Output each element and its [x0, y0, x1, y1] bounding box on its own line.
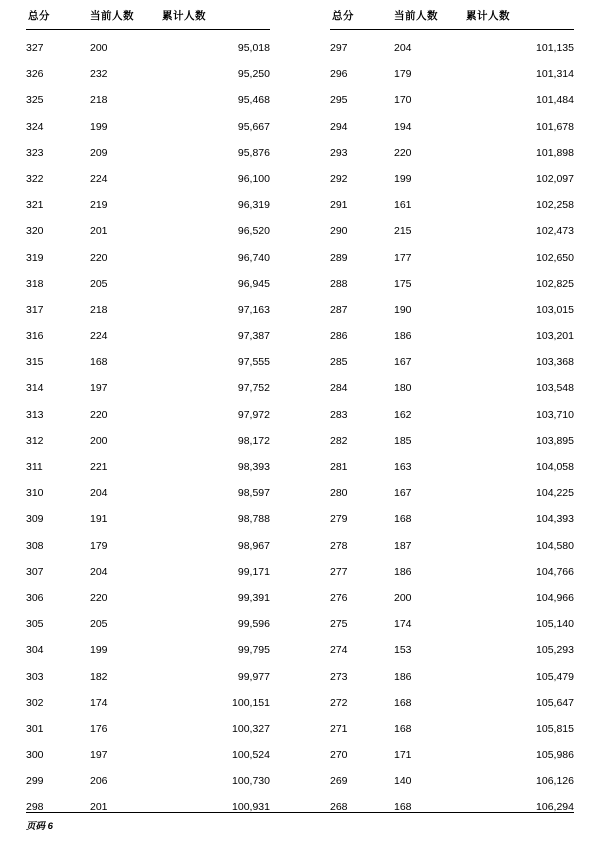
cell-current-count: 186	[394, 565, 412, 578]
table-row	[330, 559, 574, 585]
table-row	[26, 271, 270, 297]
cell-cumulative-count: 97,387	[237, 330, 270, 343]
cell-current-count: 221	[90, 461, 108, 473]
cell-score: 279	[330, 513, 348, 526]
table-row	[26, 349, 270, 375]
column-header-current-count: 当前人数	[90, 8, 162, 30]
table-row	[26, 323, 270, 349]
table-row	[330, 585, 574, 611]
cell-score: 322	[26, 172, 44, 185]
cell-cumulative-count: 101,678	[536, 120, 574, 133]
table-row	[330, 742, 574, 768]
cell-cumulative-count: 101,135	[536, 42, 574, 54]
cell-current-count: 204	[90, 487, 108, 500]
cell-current-count: 168	[394, 801, 412, 814]
cell-cumulative-count: 96,100	[237, 172, 270, 185]
cell-score: 307	[26, 565, 44, 578]
cell-current-count: 200	[90, 434, 108, 447]
table-row	[330, 113, 574, 139]
cell-score: 293	[330, 146, 348, 159]
table-row	[26, 480, 270, 506]
cell-current-count: 220	[394, 146, 412, 159]
table-row	[330, 454, 574, 480]
cell-current-count: 180	[394, 382, 412, 395]
cell-score: 273	[330, 670, 348, 683]
table-row	[26, 402, 270, 428]
table-row	[26, 742, 270, 768]
cell-cumulative-count: 98,172	[237, 434, 270, 447]
cell-current-count: 200	[90, 42, 108, 54]
cell-cumulative-count: 95,876	[237, 146, 270, 159]
cell-cumulative-count: 103,368	[536, 356, 574, 369]
cell-current-count: 220	[90, 251, 108, 264]
cell-score: 289	[330, 251, 348, 264]
cell-score: 310	[26, 487, 44, 500]
table-body-left	[26, 30, 270, 821]
cell-cumulative-count: 105,647	[536, 696, 574, 709]
cell-current-count: 204	[90, 565, 108, 578]
cell-score: 323	[26, 146, 44, 159]
table-row	[330, 375, 574, 401]
cell-current-count: 220	[90, 591, 108, 604]
table-row	[26, 218, 270, 244]
cell-score: 317	[26, 303, 44, 316]
cell-current-count: 199	[90, 120, 108, 133]
cell-current-count: 186	[394, 670, 412, 683]
cell-score: 268	[330, 801, 348, 814]
cell-score: 296	[330, 68, 348, 81]
cell-cumulative-count: 100,524	[232, 749, 270, 762]
table-header-left	[26, 8, 270, 30]
cell-current-count: 199	[394, 172, 412, 185]
cell-cumulative-count: 99,171	[237, 565, 270, 578]
cell-score: 313	[26, 408, 44, 421]
cell-cumulative-count: 99,391	[237, 591, 270, 604]
table-row	[26, 166, 270, 192]
cell-current-count: 170	[394, 94, 412, 107]
cell-cumulative-count: 98,788	[237, 513, 270, 526]
cell-cumulative-count: 99,977	[237, 670, 270, 683]
table-row	[330, 480, 574, 506]
cell-current-count: 185	[394, 434, 412, 447]
cell-current-count: 219	[90, 199, 108, 212]
cell-cumulative-count: 98,597	[237, 487, 270, 500]
table-row	[26, 663, 270, 689]
column-header-cumulative-count: 累计人数	[162, 8, 270, 30]
cell-score: 288	[330, 277, 348, 290]
cell-score: 275	[330, 618, 348, 631]
score-table-left	[26, 8, 270, 821]
cell-cumulative-count: 105,293	[536, 644, 574, 657]
cell-current-count: 171	[394, 749, 412, 762]
table-row	[26, 637, 270, 663]
cell-cumulative-count: 99,596	[237, 618, 270, 631]
cell-cumulative-count: 103,710	[536, 408, 574, 421]
cell-score: 303	[26, 670, 44, 683]
table-row	[26, 140, 270, 166]
cell-score: 270	[330, 749, 348, 762]
cell-score: 292	[330, 172, 348, 185]
table-body-right	[330, 30, 574, 821]
cell-current-count: 168	[394, 696, 412, 709]
cell-current-count: 167	[394, 487, 412, 500]
cell-score: 302	[26, 696, 44, 709]
cell-current-count: 201	[90, 801, 108, 814]
cell-current-count: 215	[394, 225, 412, 238]
table-row	[26, 192, 270, 218]
cell-score: 280	[330, 487, 348, 500]
table-row	[26, 532, 270, 558]
table-row	[330, 297, 574, 323]
score-tables-container	[26, 8, 574, 821]
cell-cumulative-count: 95,667	[237, 120, 270, 133]
cell-score: 278	[330, 539, 348, 552]
table-row	[330, 532, 574, 558]
cell-current-count: 205	[90, 618, 108, 631]
cell-current-count: 220	[90, 408, 108, 421]
cell-cumulative-count: 101,314	[536, 68, 574, 81]
cell-current-count: 232	[90, 68, 108, 81]
table-row	[330, 428, 574, 454]
cell-score: 311	[26, 461, 43, 473]
cell-cumulative-count: 99,795	[237, 644, 270, 657]
cell-score: 276	[330, 591, 348, 604]
cell-current-count: 190	[394, 303, 412, 316]
cell-score: 318	[26, 277, 44, 290]
cell-current-count: 201	[90, 225, 108, 238]
table-row	[26, 375, 270, 401]
cell-current-count: 224	[90, 172, 108, 185]
table-row	[26, 611, 270, 637]
cell-cumulative-count: 103,015	[536, 303, 574, 316]
cell-cumulative-count: 97,555	[237, 356, 270, 369]
cell-cumulative-count: 97,163	[237, 303, 270, 316]
cell-cumulative-count: 95,018	[237, 42, 270, 54]
cell-cumulative-count: 96,740	[237, 251, 270, 264]
cell-cumulative-count: 104,966	[536, 591, 574, 604]
cell-score: 281	[330, 461, 348, 473]
cell-current-count: 174	[90, 696, 108, 709]
table-row	[330, 30, 574, 62]
cell-cumulative-count: 97,972	[237, 408, 270, 421]
cell-score: 299	[26, 775, 44, 788]
table-row	[330, 349, 574, 375]
cell-cumulative-count: 104,393	[536, 513, 574, 526]
cell-score: 316	[26, 330, 44, 343]
cell-score: 314	[26, 382, 44, 395]
table-row	[26, 690, 270, 716]
cell-score: 326	[26, 68, 44, 81]
table-row	[26, 768, 270, 794]
cell-score: 309	[26, 513, 44, 526]
cell-score: 295	[330, 94, 348, 107]
cell-score: 297	[330, 42, 348, 54]
table-row	[330, 690, 574, 716]
table-row	[26, 61, 270, 87]
cell-cumulative-count: 105,815	[536, 722, 574, 735]
cell-cumulative-count: 100,151	[232, 696, 270, 709]
cell-current-count: 191	[90, 513, 108, 526]
cell-score: 277	[330, 565, 348, 578]
table-row	[330, 637, 574, 663]
table-row	[330, 166, 574, 192]
table-row	[330, 87, 574, 113]
cell-cumulative-count: 105,140	[536, 618, 574, 631]
cell-cumulative-count: 96,520	[237, 225, 270, 238]
cell-current-count: 176	[90, 722, 108, 735]
cell-current-count: 218	[90, 94, 108, 107]
cell-score: 320	[26, 225, 44, 238]
cell-current-count: 224	[90, 330, 108, 343]
cell-cumulative-count: 103,548	[536, 382, 574, 395]
cell-cumulative-count: 106,294	[536, 801, 574, 814]
table-row	[330, 140, 574, 166]
cell-score: 274	[330, 644, 348, 657]
cell-cumulative-count: 104,225	[536, 487, 574, 500]
footer-divider	[26, 812, 574, 813]
cell-cumulative-count: 103,201	[536, 330, 574, 343]
cell-score: 304	[26, 644, 44, 657]
cell-current-count: 177	[394, 251, 412, 264]
cell-score: 327	[26, 42, 44, 54]
cell-cumulative-count: 104,766	[536, 565, 574, 578]
cell-score: 308	[26, 539, 44, 552]
cell-current-count: 175	[394, 277, 412, 290]
column-header-current-count: 当前人数	[394, 8, 466, 30]
cell-cumulative-count: 98,393	[237, 461, 270, 473]
cell-current-count: 153	[394, 644, 412, 657]
cell-cumulative-count: 101,484	[536, 94, 574, 107]
cell-score: 291	[330, 199, 348, 212]
cell-score: 285	[330, 356, 348, 369]
cell-current-count: 200	[394, 591, 412, 604]
cell-score: 306	[26, 591, 44, 604]
cell-score: 282	[330, 434, 348, 447]
cell-score: 271	[330, 722, 348, 735]
table-row	[330, 271, 574, 297]
cell-score: 301	[26, 722, 44, 735]
cell-cumulative-count: 102,825	[536, 277, 574, 290]
cell-score: 319	[26, 251, 44, 264]
table-row	[26, 244, 270, 270]
cell-cumulative-count: 106,126	[536, 775, 574, 788]
cell-current-count: 205	[90, 277, 108, 290]
page-number-label: 页码 6	[26, 821, 53, 832]
table-row	[26, 716, 270, 742]
table-row	[330, 506, 574, 532]
cell-cumulative-count: 104,580	[536, 539, 574, 552]
header-row	[330, 8, 574, 30]
score-table-right	[330, 8, 574, 821]
cell-current-count: 194	[394, 120, 412, 133]
cell-current-count: 168	[394, 513, 412, 526]
cell-cumulative-count: 96,319	[237, 199, 270, 212]
table-row	[26, 585, 270, 611]
table-row	[330, 402, 574, 428]
table-row	[26, 30, 270, 62]
cell-score: 321	[26, 199, 44, 212]
table-row	[330, 611, 574, 637]
cell-current-count: 163	[394, 461, 412, 473]
table-row	[330, 61, 574, 87]
cell-current-count: 161	[394, 199, 412, 212]
cell-current-count: 186	[394, 330, 412, 343]
cell-score: 283	[330, 408, 348, 421]
column-header-score: 总分	[26, 8, 90, 30]
cell-cumulative-count: 96,945	[237, 277, 270, 290]
cell-cumulative-count: 98,967	[237, 539, 270, 552]
table-header-right	[330, 8, 574, 30]
table-row	[26, 87, 270, 113]
cell-score: 315	[26, 356, 44, 369]
cell-current-count: 179	[394, 68, 412, 81]
table-row	[330, 323, 574, 349]
cell-score: 269	[330, 775, 348, 788]
table-row	[26, 297, 270, 323]
cell-cumulative-count: 104,058	[536, 461, 574, 473]
cell-current-count: 182	[90, 670, 108, 683]
cell-current-count: 167	[394, 356, 412, 369]
table-row	[330, 244, 574, 270]
cell-cumulative-count: 95,468	[237, 94, 270, 107]
cell-cumulative-count: 101,898	[536, 146, 574, 159]
table-row	[26, 559, 270, 585]
header-row	[26, 8, 270, 30]
table-row	[330, 192, 574, 218]
table-row	[26, 454, 270, 480]
cell-current-count: 204	[394, 42, 412, 54]
cell-current-count: 218	[90, 303, 108, 316]
cell-current-count: 162	[394, 408, 412, 421]
cell-score: 324	[26, 120, 44, 133]
cell-current-count: 197	[90, 382, 108, 395]
cell-current-count: 140	[394, 775, 412, 788]
table-row	[26, 506, 270, 532]
table-row	[330, 218, 574, 244]
cell-score: 305	[26, 618, 44, 631]
cell-current-count: 197	[90, 749, 108, 762]
table-row	[330, 768, 574, 794]
cell-score: 287	[330, 303, 348, 316]
cell-score: 272	[330, 696, 348, 709]
cell-current-count: 168	[90, 356, 108, 369]
cell-current-count: 206	[90, 775, 108, 788]
cell-current-count: 168	[394, 722, 412, 735]
cell-cumulative-count: 105,479	[536, 670, 574, 683]
cell-current-count: 179	[90, 539, 108, 552]
cell-cumulative-count: 97,752	[237, 382, 270, 395]
cell-current-count: 209	[90, 146, 108, 159]
cell-score: 294	[330, 120, 348, 133]
cell-score: 312	[26, 434, 44, 447]
page-footer	[26, 812, 574, 832]
cell-current-count: 199	[90, 644, 108, 657]
cell-score: 325	[26, 94, 44, 107]
cell-score: 300	[26, 749, 44, 762]
cell-cumulative-count: 102,473	[536, 225, 574, 238]
cell-score: 290	[330, 225, 348, 238]
cell-score: 286	[330, 330, 348, 343]
cell-cumulative-count: 105,986	[536, 749, 574, 762]
column-header-cumulative-count: 累计人数	[466, 8, 574, 30]
cell-cumulative-count: 100,327	[232, 722, 270, 735]
cell-cumulative-count: 102,097	[536, 172, 574, 185]
table-row	[330, 663, 574, 689]
cell-score: 298	[26, 801, 44, 814]
table-row	[26, 428, 270, 454]
cell-cumulative-count: 102,258	[536, 199, 574, 212]
cell-current-count: 187	[394, 539, 412, 552]
cell-cumulative-count: 103,895	[536, 434, 574, 447]
cell-cumulative-count: 102,650	[536, 251, 574, 264]
column-header-score: 总分	[330, 8, 394, 30]
cell-cumulative-count: 100,931	[232, 801, 270, 814]
cell-score: 284	[330, 382, 348, 395]
table-row	[330, 716, 574, 742]
cell-cumulative-count: 100,730	[232, 775, 270, 788]
table-row	[26, 113, 270, 139]
cell-current-count: 174	[394, 618, 412, 631]
cell-cumulative-count: 95,250	[237, 68, 270, 81]
